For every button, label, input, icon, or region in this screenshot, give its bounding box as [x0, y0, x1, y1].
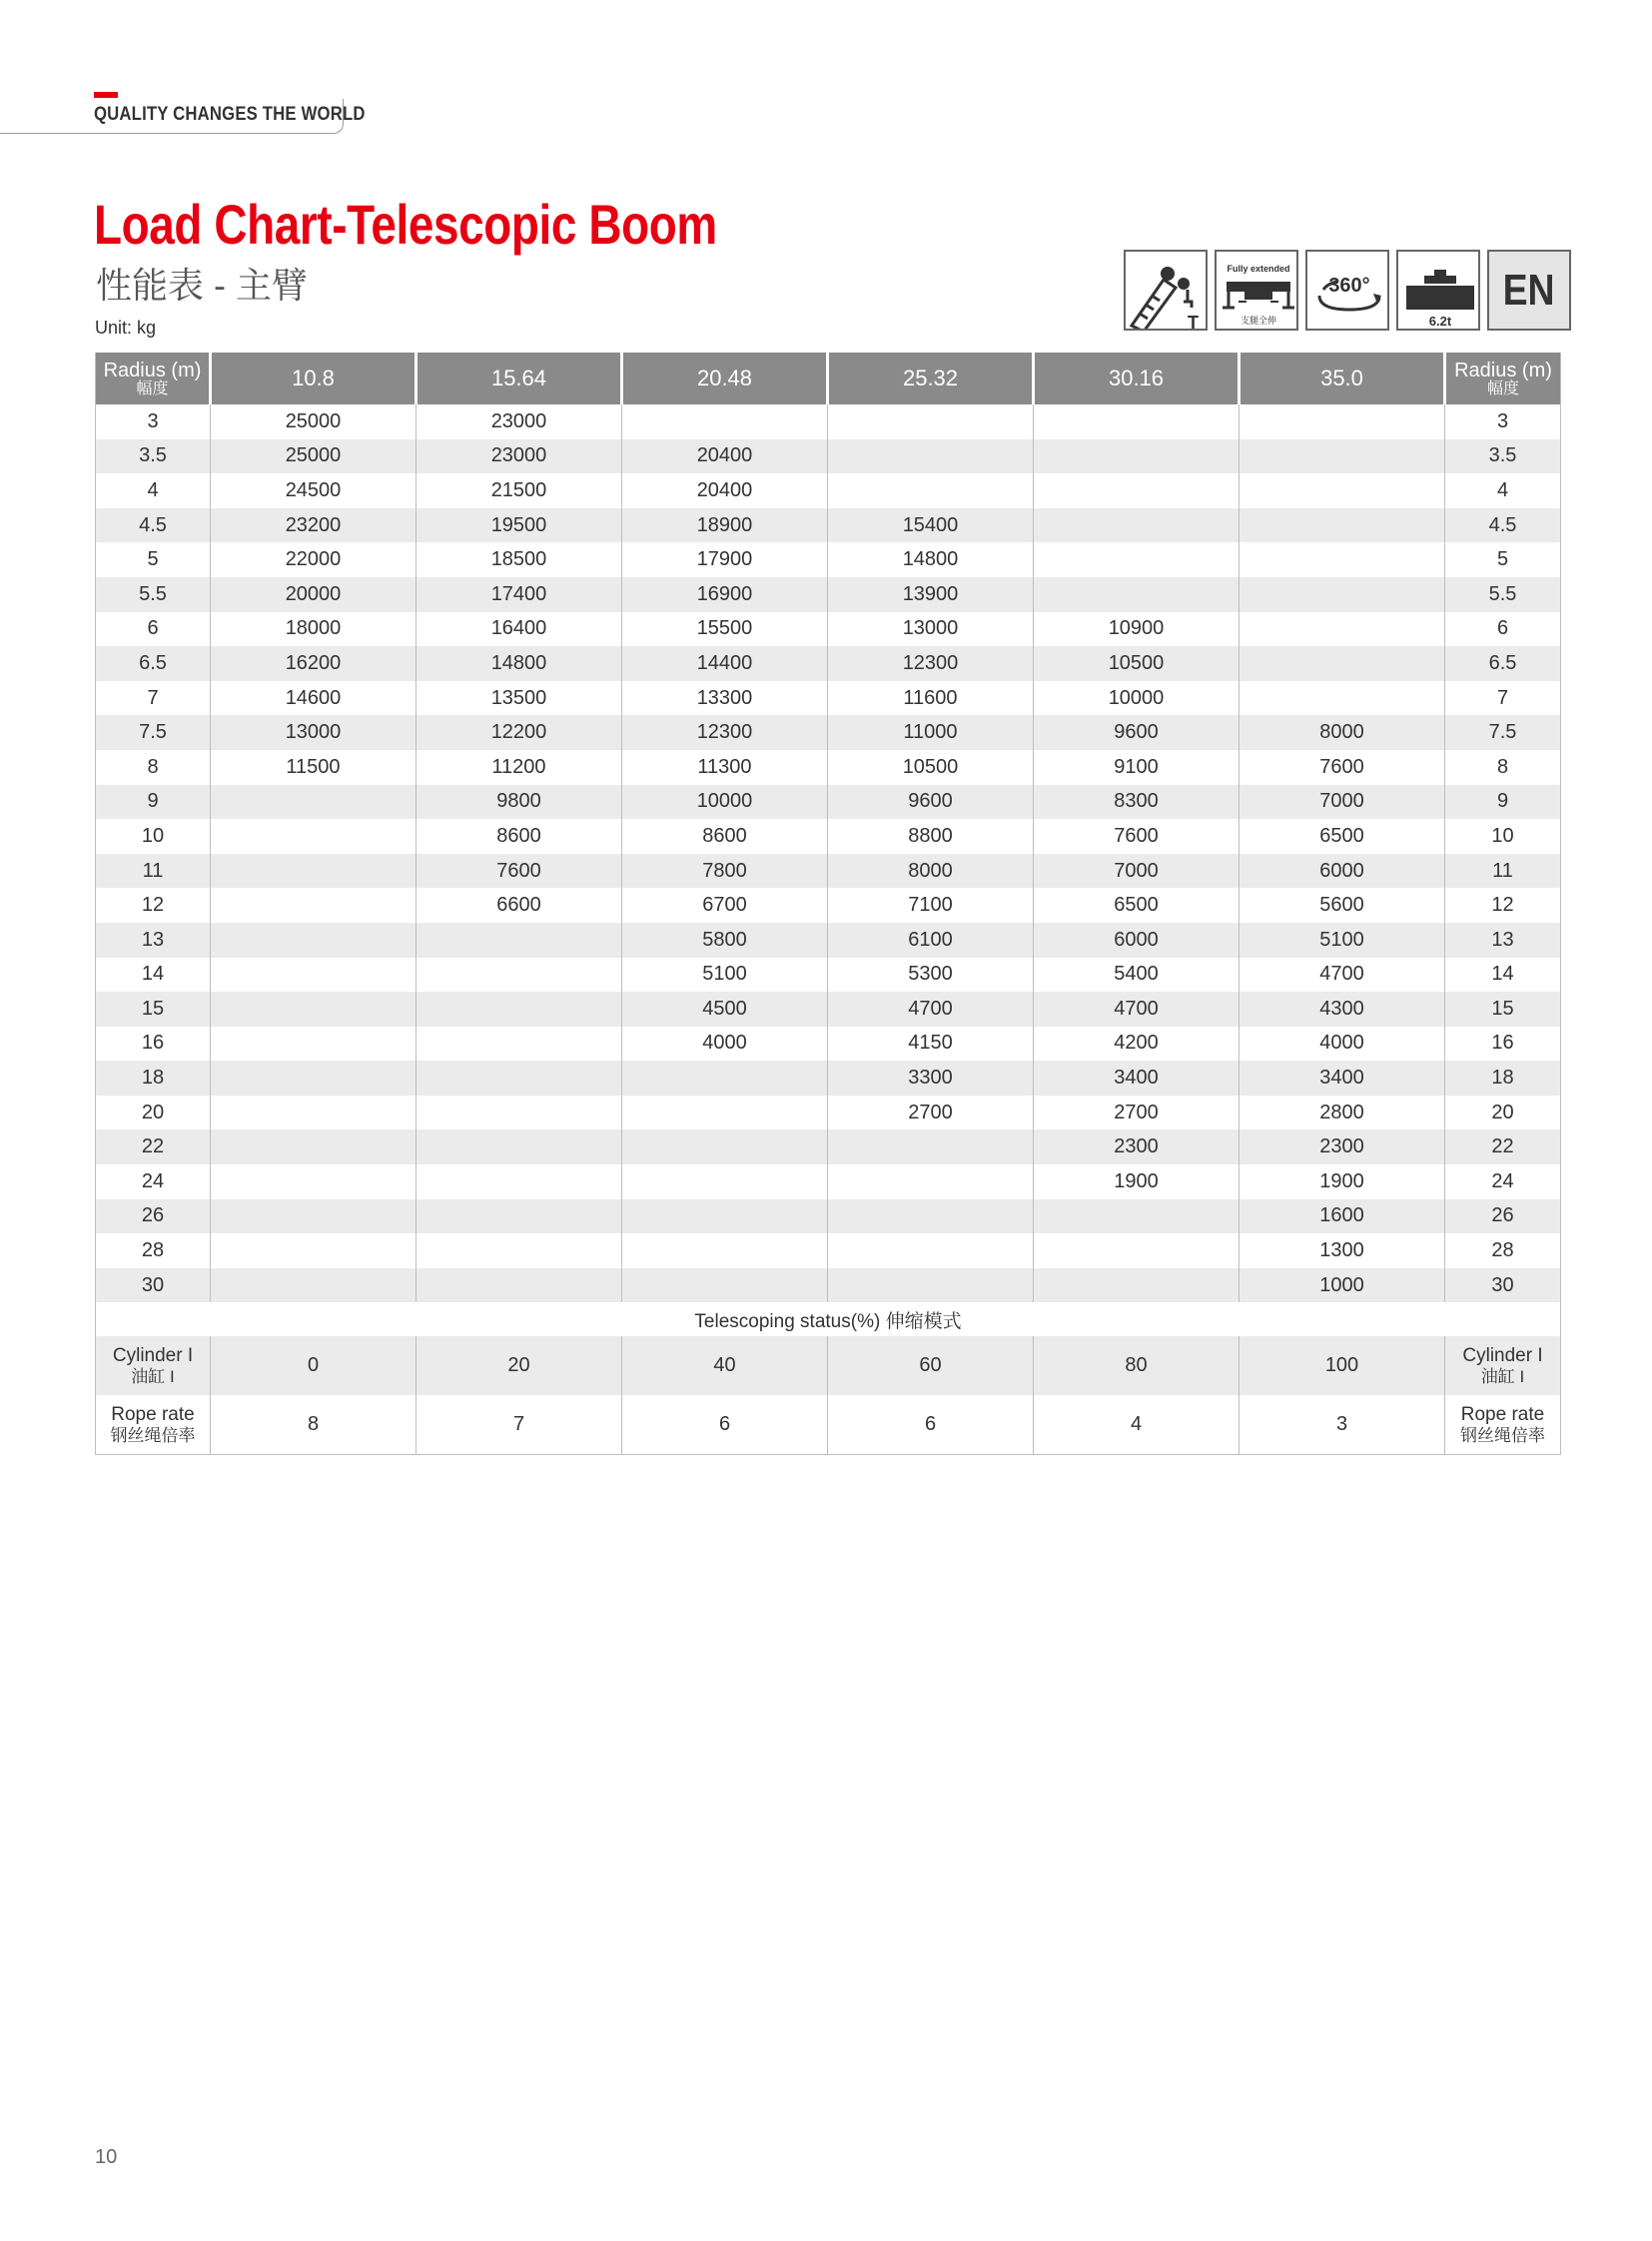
radius-cell: 24: [96, 1164, 211, 1199]
load-cell: 6100: [828, 923, 1034, 958]
load-cell: [622, 404, 828, 439]
outrigger-icon: [1215, 250, 1298, 331]
load-cell: 8800: [828, 819, 1034, 854]
load-cell: 3400: [1239, 1061, 1445, 1096]
radius-cell: 10: [96, 819, 211, 854]
load-cell: 4000: [1239, 1027, 1445, 1062]
radius-cell: 3: [96, 404, 211, 439]
cylinder-value: 100: [1239, 1336, 1445, 1395]
load-cell: 14800: [416, 646, 622, 681]
load-cell: 7000: [1239, 785, 1445, 820]
load-cell: [1034, 439, 1239, 474]
load-cell: 10900: [1034, 612, 1239, 647]
load-cell: 2300: [1239, 1129, 1445, 1164]
load-cell: 19500: [416, 508, 622, 543]
radius-cell: 28: [96, 1233, 211, 1268]
load-cell: 9100: [1034, 750, 1239, 785]
boom-length-header: 25.32: [828, 353, 1034, 404]
radius-cell: 22: [96, 1129, 211, 1164]
load-cell: [416, 1233, 622, 1268]
load-cell: [622, 1233, 828, 1268]
boom-length-header: 15.64: [416, 353, 622, 404]
load-cell: 10000: [622, 785, 828, 820]
radius-cell: 9: [1445, 785, 1561, 820]
radius-cell: 13: [96, 923, 211, 958]
load-cell: 11300: [622, 750, 828, 785]
load-cell: 25000: [211, 439, 416, 474]
table-row: [96, 612, 1561, 647]
outrigger-caption: Fully extended: [1227, 264, 1290, 274]
radius-cell: 12: [96, 888, 211, 923]
cylinder-value: 80: [1034, 1336, 1239, 1395]
load-cell: 25000: [211, 404, 416, 439]
rope-rate-value: 7: [416, 1395, 622, 1454]
cylinder-value: 0: [211, 1336, 416, 1395]
radius-cell: 7.5: [1445, 715, 1561, 750]
load-cell: [1034, 508, 1239, 543]
load-cell: 18500: [416, 542, 622, 577]
load-cell: 7100: [828, 888, 1034, 923]
load-cell: 11500: [211, 750, 416, 785]
spec-icon-row: [1124, 250, 1571, 331]
load-cell: 5600: [1239, 888, 1445, 923]
load-cell: [622, 1199, 828, 1234]
load-cell: 23200: [211, 508, 416, 543]
load-cell: 1900: [1239, 1164, 1445, 1199]
radius-cell: 16: [96, 1027, 211, 1062]
radius-cell: 20: [1445, 1096, 1561, 1130]
load-cell: [828, 439, 1034, 474]
tagline: QUALITY CHANGES THE WORLD: [94, 104, 366, 125]
load-cell: [828, 1164, 1034, 1199]
load-cell: [828, 473, 1034, 508]
radius-cell: 28: [1445, 1233, 1561, 1268]
language-label: EN: [1503, 265, 1555, 315]
radius-cell: 4: [96, 473, 211, 508]
radius-header: Radius (m) 幅度: [96, 353, 211, 404]
load-cell: 4300: [1239, 992, 1445, 1027]
radius-cell: 15: [96, 992, 211, 1027]
page-number: 10: [95, 2146, 118, 2168]
boom-length-header: 20.48: [622, 353, 828, 404]
table-row: [96, 923, 1561, 958]
table-row: [96, 715, 1561, 750]
radius-header: Radius (m) 幅度: [1445, 353, 1561, 404]
load-cell: [211, 819, 416, 854]
load-cell: [211, 992, 416, 1027]
load-cell: 5400: [1034, 958, 1239, 993]
load-cell: [622, 1096, 828, 1130]
radius-cell: 30: [96, 1268, 211, 1303]
load-cell: [1034, 404, 1239, 439]
load-cell: 7600: [1239, 750, 1445, 785]
load-cell: 4700: [1239, 958, 1445, 993]
load-cell: [211, 1061, 416, 1096]
radius-cell: 6: [96, 612, 211, 647]
load-cell: [1239, 439, 1445, 474]
load-cell: [211, 785, 416, 820]
radius-cell: 7: [1445, 681, 1561, 716]
load-cell: 16900: [622, 577, 828, 612]
radius-cell: 5: [1445, 542, 1561, 577]
radius-cell: 12: [1445, 888, 1561, 923]
load-chart-table: [95, 353, 1561, 1455]
load-cell: [828, 1268, 1034, 1303]
load-cell: 5100: [622, 958, 828, 993]
table-row: [96, 1268, 1561, 1303]
radius-cell: 5: [96, 542, 211, 577]
load-cell: 4700: [1034, 992, 1239, 1027]
table-row: [96, 577, 1561, 612]
load-cell: 2300: [1034, 1129, 1239, 1164]
radius-cell: 13: [1445, 923, 1561, 958]
load-cell: 9600: [1034, 715, 1239, 750]
radius-cell: 4.5: [1445, 508, 1561, 543]
load-cell: 8300: [1034, 785, 1239, 820]
radius-cell: 20: [96, 1096, 211, 1130]
load-cell: 24500: [211, 473, 416, 508]
load-cell: [211, 1268, 416, 1303]
cylinder-value: 20: [416, 1336, 622, 1395]
load-cell: [1034, 542, 1239, 577]
load-cell: 13000: [828, 612, 1034, 647]
radius-cell: 7.5: [96, 715, 211, 750]
rope-rate-value: 4: [1034, 1395, 1239, 1454]
boom-letter: T: [1188, 313, 1199, 333]
load-cell: [1034, 1199, 1239, 1234]
cylinder-value: 60: [828, 1336, 1034, 1395]
cylinder-label: Cylinder I 油缸 I: [96, 1336, 211, 1395]
load-cell: [828, 1233, 1034, 1268]
load-cell: 4200: [1034, 1027, 1239, 1062]
rope-rate-value: 8: [211, 1395, 416, 1454]
boom-length-header: 30.16: [1034, 353, 1239, 404]
load-cell: 8600: [622, 819, 828, 854]
load-cell: 17900: [622, 542, 828, 577]
load-cell: [622, 1061, 828, 1096]
load-cell: 3300: [828, 1061, 1034, 1096]
radius-cell: 15: [1445, 992, 1561, 1027]
radius-cell: 4.5: [96, 508, 211, 543]
load-cell: [416, 1199, 622, 1234]
load-cell: [622, 1164, 828, 1199]
tagline-accent-bar: [94, 92, 118, 98]
load-cell: 13300: [622, 681, 828, 716]
load-cell: [416, 923, 622, 958]
load-cell: 11600: [828, 681, 1034, 716]
load-cell: [1239, 577, 1445, 612]
load-cell: 10500: [828, 750, 1034, 785]
load-cell: 2700: [1034, 1096, 1239, 1130]
load-cell: 13900: [828, 577, 1034, 612]
load-cell: 16200: [211, 646, 416, 681]
load-cell: 4000: [622, 1027, 828, 1062]
radius-cell: 10: [1445, 819, 1561, 854]
table-row: [96, 1129, 1561, 1164]
load-cell: [211, 1096, 416, 1130]
load-cell: 14600: [211, 681, 416, 716]
load-cell: 13500: [416, 681, 622, 716]
table-row: [96, 508, 1561, 543]
tagline-rule: [0, 133, 330, 134]
radius-cell: 22: [1445, 1129, 1561, 1164]
load-cell: 20400: [622, 439, 828, 474]
radius-cell: 14: [96, 958, 211, 993]
table-row: [96, 404, 1561, 439]
load-cell: 13000: [211, 715, 416, 750]
load-cell: 5300: [828, 958, 1034, 993]
load-cell: [1239, 473, 1445, 508]
load-cell: 10500: [1034, 646, 1239, 681]
table-row: [96, 681, 1561, 716]
table-row: [96, 1027, 1561, 1062]
load-cell: 11000: [828, 715, 1034, 750]
radius-cell: 14: [1445, 958, 1561, 993]
table-row: [96, 1164, 1561, 1199]
radius-cell: 6: [1445, 612, 1561, 647]
load-cell: 15400: [828, 508, 1034, 543]
radius-cell: 18: [96, 1061, 211, 1096]
load-cell: 14400: [622, 646, 828, 681]
rotation-icon: [1305, 250, 1389, 331]
rope-rate-row: [96, 1395, 1561, 1454]
load-cell: [622, 1129, 828, 1164]
load-cell: [211, 888, 416, 923]
cylinder-value: 40: [622, 1336, 828, 1395]
load-cell: 9800: [416, 785, 622, 820]
radius-cell: 26: [96, 1199, 211, 1234]
radius-cell: 24: [1445, 1164, 1561, 1199]
load-cell: 16400: [416, 612, 622, 647]
load-cell: 2800: [1239, 1096, 1445, 1130]
load-cell: [416, 992, 622, 1027]
load-cell: [1239, 508, 1445, 543]
load-cell: [211, 1233, 416, 1268]
language-badge: [1487, 250, 1571, 331]
radius-cell: 26: [1445, 1199, 1561, 1234]
table-row: [96, 958, 1561, 993]
load-cell: [828, 1199, 1034, 1234]
table-row: [96, 1233, 1561, 1268]
load-cell: 8600: [416, 819, 622, 854]
rope-rate-value: 3: [1239, 1395, 1445, 1454]
boom-length-header: 10.8: [211, 353, 416, 404]
telescopic-boom-icon: [1124, 250, 1208, 331]
radius-cell: 3.5: [1445, 439, 1561, 474]
table-row: [96, 542, 1561, 577]
load-cell: [828, 404, 1034, 439]
load-cell: 1600: [1239, 1199, 1445, 1234]
radius-cell: 7: [96, 681, 211, 716]
load-cell: 15500: [622, 612, 828, 647]
table-row: [96, 785, 1561, 820]
load-cell: 6700: [622, 888, 828, 923]
load-cell: [1239, 612, 1445, 647]
load-cell: 18900: [622, 508, 828, 543]
load-cell: [211, 1164, 416, 1199]
load-cell: 14800: [828, 542, 1034, 577]
table-row: [96, 992, 1561, 1027]
load-cell: 7600: [416, 854, 622, 889]
load-cell: [416, 1268, 622, 1303]
table-row: [96, 646, 1561, 681]
load-cell: 20000: [211, 577, 416, 612]
rope-rate-value: 6: [622, 1395, 828, 1454]
radius-cell: 8: [96, 750, 211, 785]
load-cell: [828, 1129, 1034, 1164]
load-cell: 9600: [828, 785, 1034, 820]
load-cell: 2700: [828, 1096, 1034, 1130]
load-cell: [416, 958, 622, 993]
table-row: [96, 473, 1561, 508]
load-cell: 6500: [1239, 819, 1445, 854]
load-cell: 12300: [622, 715, 828, 750]
load-cell: 8000: [1239, 715, 1445, 750]
table-row: [96, 750, 1561, 785]
load-cell: 11200: [416, 750, 622, 785]
load-cell: 20400: [622, 473, 828, 508]
load-cell: 3400: [1034, 1061, 1239, 1096]
load-cell: [1034, 1268, 1239, 1303]
radius-cell: 3.5: [96, 439, 211, 474]
table-row: [96, 1061, 1561, 1096]
load-cell: 1900: [1034, 1164, 1239, 1199]
load-cell: [1239, 646, 1445, 681]
load-cell: [622, 1268, 828, 1303]
load-cell: 17400: [416, 577, 622, 612]
load-cell: 23000: [416, 404, 622, 439]
radius-cell: 3: [1445, 404, 1561, 439]
load-cell: 21500: [416, 473, 622, 508]
load-cell: [1239, 681, 1445, 716]
table-row: [96, 888, 1561, 923]
load-cell: [211, 958, 416, 993]
table-header-row: [96, 353, 1561, 404]
load-cell: 4700: [828, 992, 1034, 1027]
load-cell: [1239, 542, 1445, 577]
counterweight-icon: [1396, 250, 1480, 331]
load-cell: [211, 923, 416, 958]
radius-cell: 18: [1445, 1061, 1561, 1096]
radius-cell: 11: [1445, 854, 1561, 889]
load-cell: 22000: [211, 542, 416, 577]
load-cell: 7000: [1034, 854, 1239, 889]
load-cell: 4500: [622, 992, 828, 1027]
boom-length-header: 35.0: [1239, 353, 1445, 404]
load-cell: 1300: [1239, 1233, 1445, 1268]
rope-rate-value: 6: [828, 1395, 1034, 1454]
load-cell: 12300: [828, 646, 1034, 681]
outrigger-caption-cn: 支腿全伸: [1239, 317, 1277, 327]
load-cell: 6000: [1034, 923, 1239, 958]
table-row: [96, 854, 1561, 889]
load-cell: 6500: [1034, 888, 1239, 923]
rotation-label: 360°: [1328, 275, 1370, 297]
load-cell: [1034, 577, 1239, 612]
load-cell: 4150: [828, 1027, 1034, 1062]
counterweight-label: 6.2t: [1428, 314, 1452, 329]
radius-cell: 6.5: [96, 646, 211, 681]
load-cell: [416, 1096, 622, 1130]
rope-rate-label: Rope rate 钢丝绳倍率: [96, 1395, 211, 1454]
page-title: Load Chart-Telescopic Boom: [94, 193, 717, 256]
load-cell: [211, 1199, 416, 1234]
radius-cell: 8: [1445, 750, 1561, 785]
cylinder-label: Cylinder I 油缸 I: [1445, 1336, 1561, 1395]
radius-cell: 6.5: [1445, 646, 1561, 681]
radius-cell: 16: [1445, 1027, 1561, 1062]
table-row: [96, 1199, 1561, 1234]
radius-cell: 30: [1445, 1268, 1561, 1303]
load-cell: 5800: [622, 923, 828, 958]
page-subtitle: 性能表 - 主臂: [96, 265, 308, 306]
telescoping-row: [96, 1302, 1561, 1336]
load-cell: [211, 854, 416, 889]
load-cell: 18000: [211, 612, 416, 647]
rope-rate-label: Rope rate 钢丝绳倍率: [1445, 1395, 1561, 1454]
load-cell: 1000: [1239, 1268, 1445, 1303]
load-cell: [416, 1129, 622, 1164]
load-cell: 10000: [1034, 681, 1239, 716]
load-cell: [211, 1129, 416, 1164]
load-cell: 7800: [622, 854, 828, 889]
radius-cell: 4: [1445, 473, 1561, 508]
load-cell: [1034, 473, 1239, 508]
load-cell: 12200: [416, 715, 622, 750]
radius-cell: 5.5: [96, 577, 211, 612]
load-cell: [1034, 1233, 1239, 1268]
table-row: [96, 819, 1561, 854]
telescoping-label: Telescoping status(%) 伸缩模式: [96, 1302, 1561, 1336]
radius-cell: 5.5: [1445, 577, 1561, 612]
load-cell: [1239, 404, 1445, 439]
unit-label: Unit: kg: [95, 318, 157, 338]
radius-cell: 11: [96, 854, 211, 889]
load-cell: 8000: [828, 854, 1034, 889]
load-cell: 6000: [1239, 854, 1445, 889]
radius-cell: 9: [96, 785, 211, 820]
load-cell: 6600: [416, 888, 622, 923]
load-cell: [416, 1164, 622, 1199]
load-cell: 7600: [1034, 819, 1239, 854]
table-row: [96, 1096, 1561, 1130]
load-cell: [416, 1061, 622, 1096]
load-cell: [211, 1027, 416, 1062]
table-row: [96, 439, 1561, 474]
cylinder-row: [96, 1336, 1561, 1395]
load-cell: 23000: [416, 439, 622, 474]
load-cell: 5100: [1239, 923, 1445, 958]
load-cell: [416, 1027, 622, 1062]
